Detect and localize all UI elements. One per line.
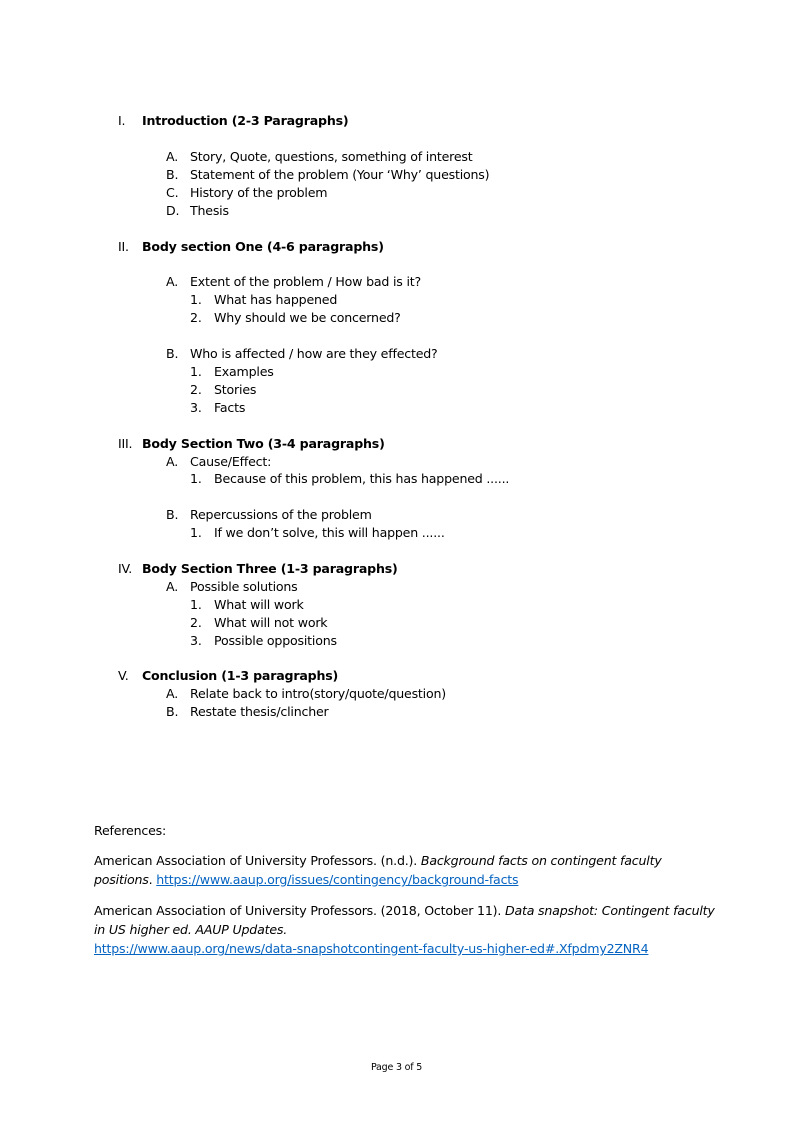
item-letter: B. (166, 346, 179, 361)
item-letter: B. (166, 704, 179, 719)
outline-subitem: What will not work (214, 615, 328, 630)
subitem-number: 1. (190, 597, 202, 612)
outline-subitem: Facts (214, 400, 246, 415)
outline-subitem: Stories (214, 382, 257, 397)
reference-entry (94, 852, 662, 870)
subitem-number: 3. (190, 400, 202, 415)
item-letter: C. (166, 185, 179, 200)
reference-link[interactable]: https://www.aaup.org/issues/contingency/background-facts (156, 872, 519, 887)
reference-link[interactable]: https://www.aaup.org/news/data-snapshotcontingent-faculty-us-higher-ed#.Xfpdmy2ZNR4 (94, 941, 649, 956)
item-letter: B. (166, 167, 179, 182)
section-number: II. (118, 239, 129, 254)
outline-item: Restate thesis/clincher (190, 704, 329, 719)
item-letter: A. (166, 686, 178, 701)
reference-entry (94, 902, 715, 920)
reference-entry-cont (94, 871, 518, 889)
outline-item: Repercussions of the problem (190, 507, 372, 522)
item-letter: A. (166, 579, 178, 594)
item-letter: A. (166, 149, 178, 164)
subitem-number: 2. (190, 615, 202, 630)
subitem-number: 1. (190, 364, 202, 379)
outline-item: Who is affected / how are they effected? (190, 346, 438, 361)
outline-subitem: Possible oppositions (214, 633, 337, 648)
page-footer: Page 3 of 5 (370, 1062, 423, 1073)
section-number: V. (118, 668, 129, 683)
item-letter: A. (166, 274, 178, 289)
reference-author: American Association of University Professors. (n.d.). (94, 853, 421, 868)
section-number: I. (118, 113, 126, 128)
outline-item: Cause/Effect: (190, 454, 272, 469)
reference-title: Background facts on contingent faculty (420, 853, 662, 868)
outline-subitem: Examples (214, 364, 274, 379)
reference-title: Data snapshot: Contingent faculty (504, 903, 715, 918)
outline-item: Relate back to intro(story/quote/question) (190, 686, 446, 701)
item-letter: D. (166, 203, 180, 218)
item-letter: B. (166, 507, 179, 522)
item-letter: A. (166, 454, 178, 469)
reference-author: American Association of University Professors. (2018, October 11). (94, 903, 505, 918)
subitem-number: 2. (190, 382, 202, 397)
subitem-number: 1. (190, 471, 202, 486)
reference-title-cont: positions (94, 872, 149, 887)
reference-link-line (94, 940, 648, 958)
section-heading-body-two: Body Section Two (3-4 paragraphs) (142, 436, 385, 451)
section-heading-body-three: Body Section Three (1-3 paragraphs) (142, 561, 398, 576)
outline-subitem: Why should we be concerned? (214, 310, 401, 325)
subitem-number: 1. (190, 525, 202, 540)
subitem-number: 1. (190, 292, 202, 307)
outline-subitem: What will work (214, 597, 304, 612)
section-heading-body-one: Body section One (4-6 paragraphs) (142, 239, 384, 254)
outline-subitem: What has happened (214, 292, 338, 307)
subitem-number: 3. (190, 633, 202, 648)
outline-item: Statement of the problem (Your ‘Why’ questions) (190, 167, 490, 182)
outline-item: Thesis (190, 203, 229, 218)
outline-item: Story, Quote, questions, something of interest (190, 149, 473, 164)
subitem-number: 2. (190, 310, 202, 325)
section-heading-conclusion: Conclusion (1-3 paragraphs) (142, 668, 339, 683)
reference-punct: . (148, 872, 157, 887)
outline-subitem: Because of this problem, this has happened ...... (214, 471, 510, 486)
outline-subitem: If we don’t solve, this will happen ...... (214, 525, 445, 540)
section-number: IV. (118, 561, 133, 576)
reference-title-cont: in US higher ed. AAUP Updates. (94, 922, 288, 937)
section-heading-introduction: Introduction (2-3 Paragraphs) (142, 113, 349, 128)
outline-item: Extent of the problem / How bad is it? (190, 274, 421, 289)
outline-item: Possible solutions (190, 579, 298, 594)
section-number: III. (118, 436, 133, 451)
outline-item: History of the problem (190, 185, 328, 200)
references-heading: References: (94, 823, 167, 838)
